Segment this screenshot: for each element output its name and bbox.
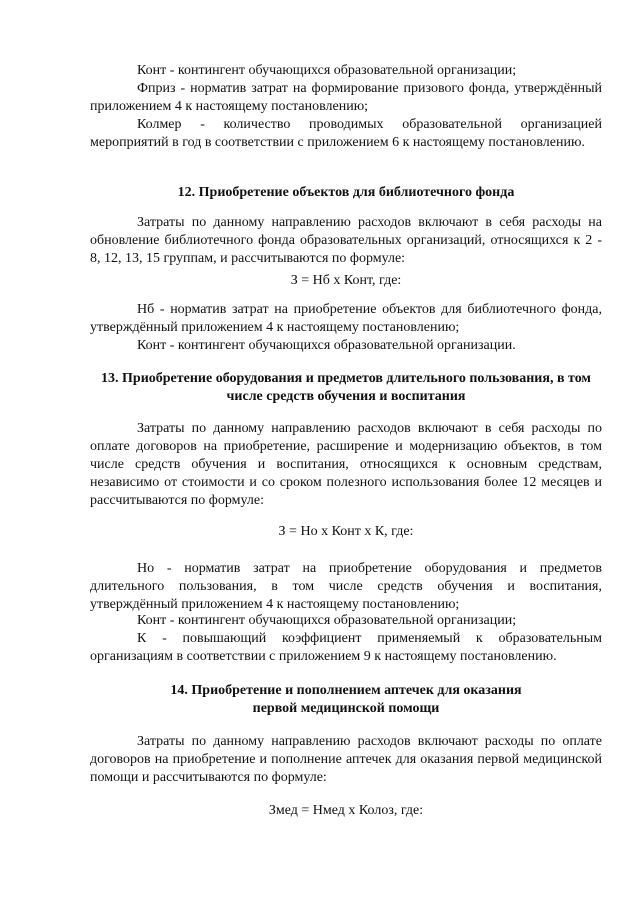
section-13-def-k: К - повышающий коэффициент применяемый к образовательным организациям в соответствии с приложением 9 к настоящему постановлению. [90,631,602,664]
section-13-formula: З = Но х Конт х К, где: [278,524,414,539]
section-14-heading: 14. Приобретение и пополнением аптечек для оказания первой медицинской помощи [170,683,522,716]
section-12-def-nb: Нб - норматив затрат на приобретение объектов для библиотечного фонда, утверждённый приложением 4 к настоящему постановлению; [90,302,602,335]
section-13-intro: Затраты по данному направлению расходов включают в себя расходы по оплате договоров на приобретение, расширение и модернизацию объектов, в том числе средств обучения и воспитания, относящихся к основным средствам, независимо от стоимости и со сроком полезного использования более 12 месяцев и рассчитываются по формуле: [90,421,602,508]
section-12-def-kont: Конт - контингент обучающихся образовательной организации. [137,338,516,353]
section-13-def-kont: Конт - контингент обучающихся образовательной организации; [137,613,517,628]
section-13-def-no: Но - норматив затрат на приобретение оборудования и предметов длительного пользования, в том числе средств обучения и воспитания, утверждённый приложением 4 к настоящему постановлению; [90,561,602,612]
section-12-heading: 12. Приобретение объектов для библиотечного фонда [177,185,515,200]
section-12-intro: Затраты по данному направлению расходов включают в себя расходы на обновление библиотечного фонда образовательных организаций, относящихся к 2 - 8, 12, 13, 15 группам, и рассчитываются по формуле: [90,215,602,266]
section-12-formula: З = Нб х Конт, где: [290,273,402,288]
section-14-formula: Змед = Нмед х Колоз, где: [268,803,424,818]
def-kolmer: Колмер - количество проводимых образовательной организацией мероприятий в год в соответствии с приложением 6 к настоящему постановлению. [90,117,602,150]
section-14-intro: Затраты по данному направлению расходов включают расходы по оплате договоров на приобретение и пополнение аптечек для оказания первой медицинской помощи и рассчитываются по формуле: [90,734,602,785]
def-fpriz: Фприз - норматив затрат на формирование призового фонда, утверждённый приложением 4 к настоящему постановлению; [90,81,602,114]
def-kont: Конт - контингент обучающихся образовательной организации; [137,63,517,78]
section-13-heading: 13. Приобретение оборудования и предметов длительного пользования, в том числе средств обучения и воспитания [101,371,591,404]
